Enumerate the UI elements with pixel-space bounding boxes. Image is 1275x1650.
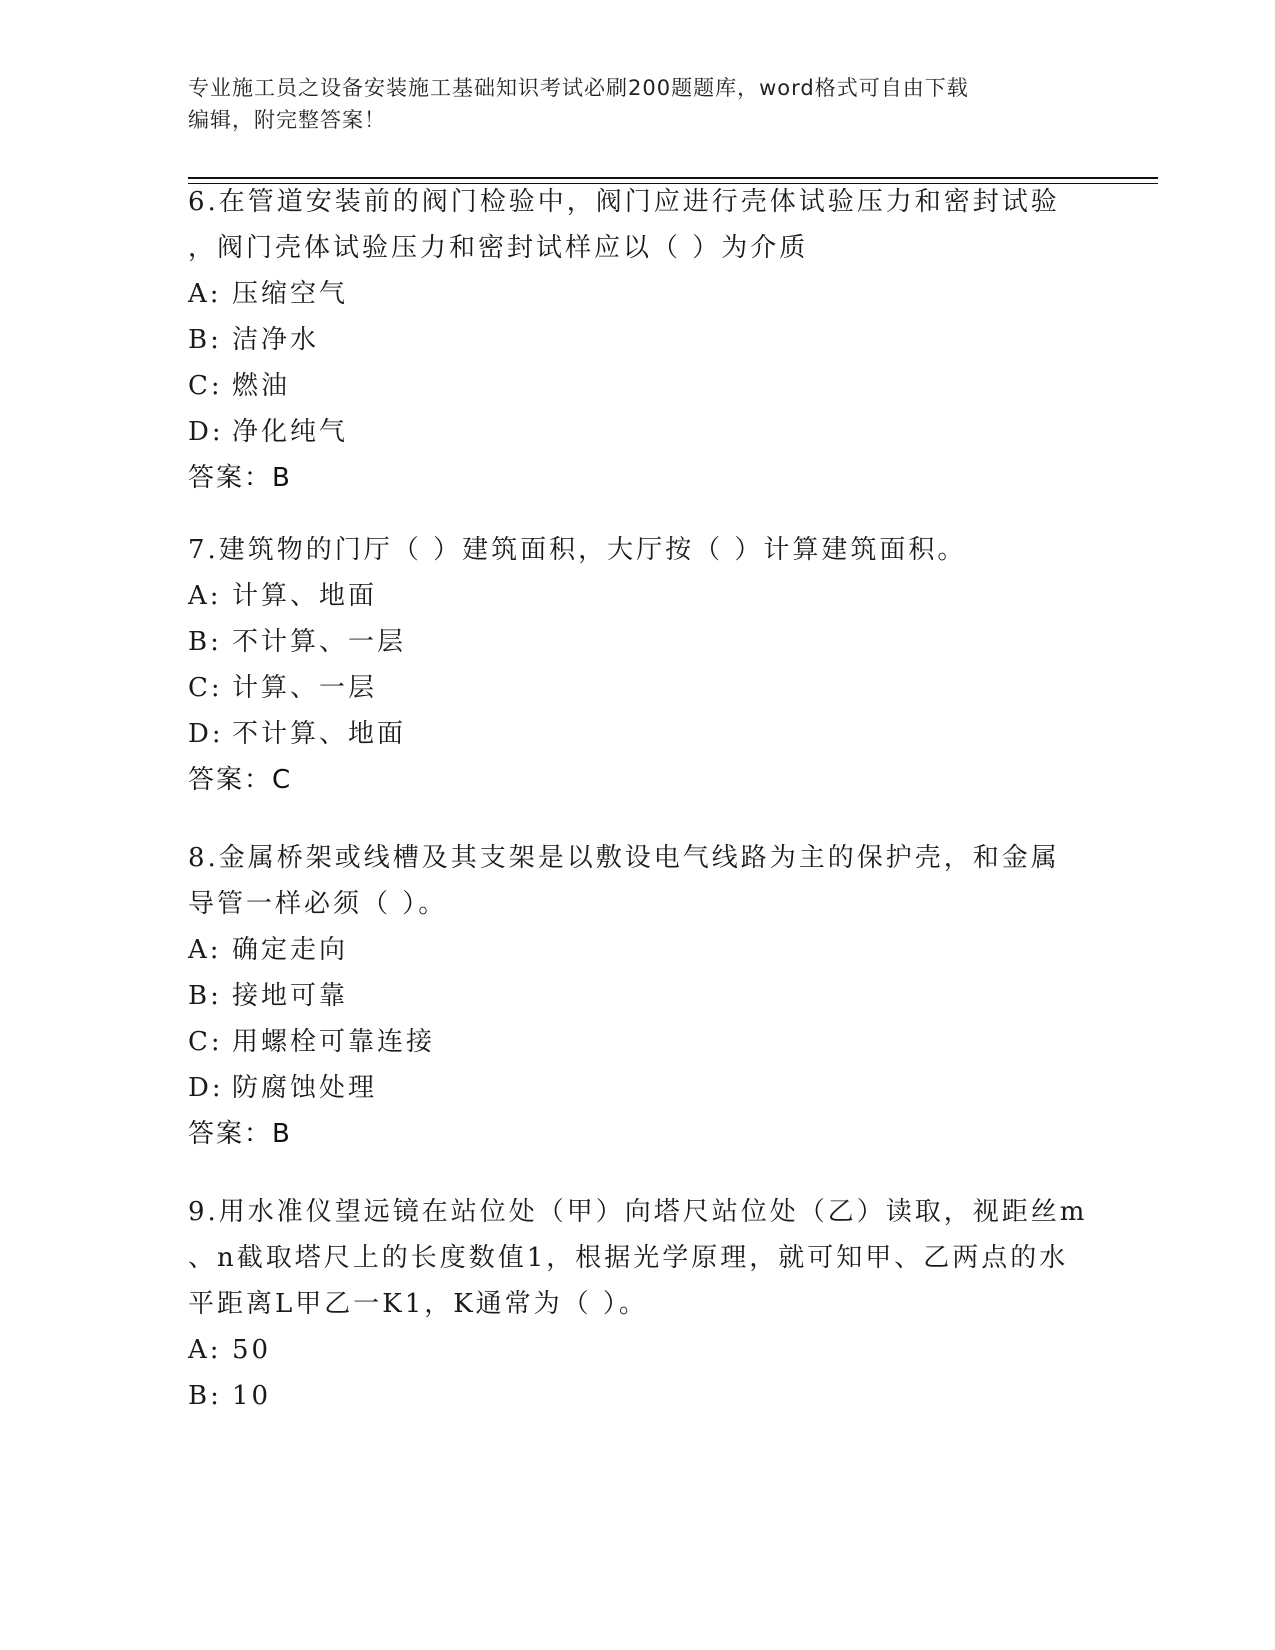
question-stem-line: 6.在管道安装前的阀门检验中，阀门应进行壳体试验压力和密封试验 <box>188 187 1060 217</box>
question-6 <box>188 179 1108 501</box>
option-key: D: <box>188 719 224 749</box>
option-text: 净化纯气 <box>232 417 349 447</box>
answer-line: 答案：B <box>188 1119 292 1149</box>
option-key: A: <box>188 279 222 309</box>
question-stem-line: 导管一样必须（ ）。 <box>188 889 448 919</box>
option-text: 压缩空气 <box>232 279 349 309</box>
option-key: C: <box>188 673 223 703</box>
option-text: 10 <box>232 1381 272 1411</box>
option-key: A: <box>188 581 222 611</box>
option-text: 燃油 <box>232 371 291 401</box>
question-stem-line: 9.用水准仪望远镜在站位处（甲）向塔尺站位处（乙）读取，视距丝m <box>188 1197 1088 1227</box>
option-d <box>188 1065 1108 1111</box>
option-key: B: <box>188 325 222 355</box>
option-key: B: <box>188 627 222 657</box>
header-line-1: 专业施工员之设备安装施工基础知识考试必刷200题题库，word格式可自由下载 <box>188 76 969 100</box>
option-c <box>188 665 1108 711</box>
answer-line: 答案：B <box>188 463 292 493</box>
option-d <box>188 711 1108 757</box>
option-a <box>188 573 1108 619</box>
option-text: 计算、一层 <box>232 673 378 703</box>
option-text: 用螺栓可靠连接 <box>232 1027 436 1057</box>
document-header <box>188 72 1088 136</box>
option-key: A: <box>188 1335 222 1365</box>
option-d <box>188 409 1108 455</box>
option-c <box>188 1019 1108 1065</box>
option-key: B: <box>188 1381 222 1411</box>
option-b <box>188 973 1108 1019</box>
question-stem-line: 、n截取塔尺上的长度数值1，根据光学原理，就可知甲、乙两点的水 <box>188 1243 1069 1273</box>
option-b <box>188 619 1108 665</box>
option-key: B: <box>188 981 222 1011</box>
question-stem-line: 7.建筑物的门厅（ ）建筑面积，大厅按（ ）计算建筑面积。 <box>188 535 967 565</box>
option-text: 确定走向 <box>232 935 349 965</box>
option-key: D: <box>188 1073 224 1103</box>
option-text: 50 <box>232 1335 272 1365</box>
option-key: A: <box>188 935 222 965</box>
option-a <box>188 927 1108 973</box>
option-text: 计算、地面 <box>232 581 378 611</box>
header-line-2: 编辑，附完整答案！ <box>188 108 386 132</box>
option-key: C: <box>188 1027 223 1057</box>
question-stem-line: ，阀门壳体试验压力和密封试样应以（ ）为介质 <box>188 233 809 263</box>
question-stem-line: 8.金属桥架或线槽及其支架是以敷设电气线路为主的保护壳，和金属 <box>188 843 1060 873</box>
option-text: 不计算、一层 <box>232 627 407 657</box>
option-key: D: <box>188 417 224 447</box>
option-key: C: <box>188 371 223 401</box>
option-a <box>188 271 1108 317</box>
option-text: 接地可靠 <box>232 981 349 1011</box>
question-9 <box>188 1189 1108 1419</box>
option-c <box>188 363 1108 409</box>
option-text: 防腐蚀处理 <box>232 1073 378 1103</box>
option-text: 洁净水 <box>232 325 320 355</box>
option-b <box>188 1373 1108 1419</box>
question-stem-line: 平距离L甲乙一K1，K通常为（ ）。 <box>188 1289 648 1319</box>
answer-line: 答案：C <box>188 765 293 795</box>
question-8 <box>188 835 1108 1157</box>
option-text: 不计算、地面 <box>232 719 407 749</box>
option-b <box>188 317 1108 363</box>
question-7 <box>188 527 1108 803</box>
option-a <box>188 1327 1108 1373</box>
